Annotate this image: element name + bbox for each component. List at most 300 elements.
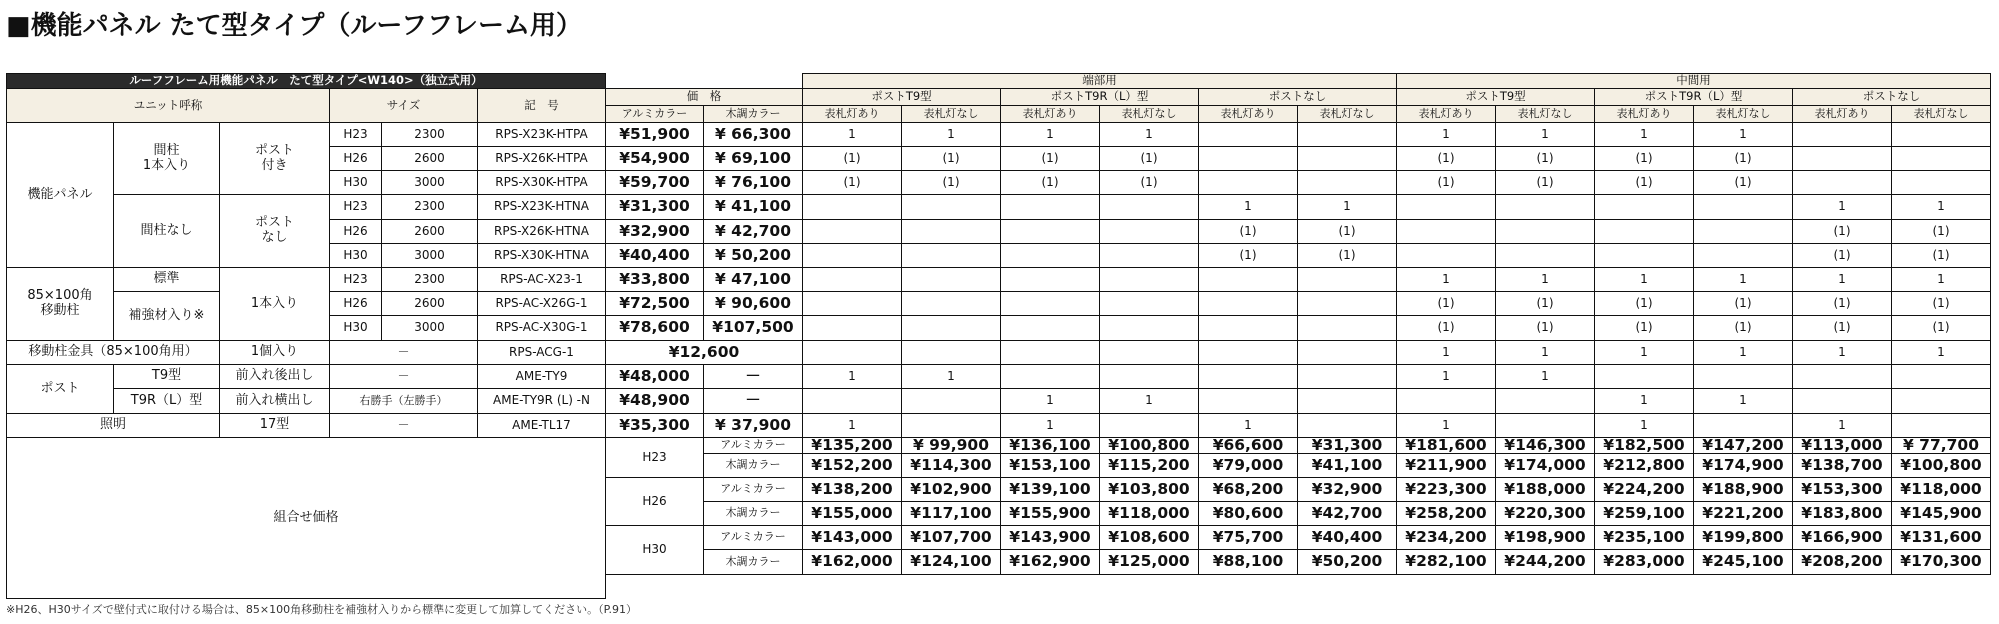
qty-cell [1297, 146, 1397, 171]
combo-price: ¥183,800 [1792, 501, 1892, 526]
qty-cell [1099, 413, 1199, 438]
combo-price: ¥79,000 [1198, 453, 1298, 478]
qty-cell [1099, 194, 1199, 220]
price-wood: － [703, 364, 803, 389]
qty-cell [1792, 146, 1892, 171]
post-type-header: ポストなし [1198, 88, 1397, 106]
lamp-header: 表札灯あり [1396, 105, 1496, 123]
size-h: H23 [329, 267, 382, 292]
combo-price: ¥212,800 [1594, 453, 1694, 478]
price-wood: ¥ 42,700 [703, 219, 803, 244]
price-alumi: ¥33,800 [605, 267, 704, 292]
lamp-header: 表札灯あり [802, 105, 902, 123]
product-code: RPS-ACG-1 [477, 340, 606, 365]
qty-cell [1198, 364, 1298, 389]
size-dash: － [329, 340, 478, 365]
combo-price: ¥41,100 [1297, 453, 1397, 478]
qty-cell [1594, 243, 1694, 268]
qty-cell: (1) [1000, 146, 1100, 171]
product-code: RPS-X30K-HTNA [477, 243, 606, 268]
qty-cell: 1 [802, 364, 902, 389]
qty-cell: (1) [1396, 170, 1496, 195]
price-alumi: ¥12,600 [605, 340, 803, 365]
qty-cell [802, 388, 902, 414]
qty-cell: 1 [1000, 413, 1100, 438]
qty-cell: (1) [1594, 291, 1694, 316]
qty-cell [1198, 122, 1298, 147]
combo-price: ¥162,900 [1000, 549, 1100, 575]
qty-cell [1396, 219, 1496, 244]
post-type-header: ポストT9型 [1396, 88, 1595, 106]
qty-cell [901, 267, 1001, 292]
qty-cell [802, 194, 902, 220]
combo-price: ¥100,800 [1891, 453, 1991, 478]
qty-cell [1891, 413, 1991, 438]
qty-cell [1297, 267, 1397, 292]
combo-price: ¥100,800 [1099, 437, 1199, 454]
combo-price: ¥182,500 [1594, 437, 1694, 454]
qty-cell [1495, 219, 1595, 244]
combo-price: ¥118,000 [1891, 477, 1991, 502]
combo-price: ¥221,200 [1693, 501, 1793, 526]
price-alumi: ¥35,300 [605, 413, 704, 438]
qty-cell: (1) [1198, 243, 1298, 268]
size-mm: 2300 [381, 267, 478, 292]
lamp-header: 表札灯なし [1495, 105, 1595, 123]
qty-cell: (1) [1693, 170, 1793, 195]
qty-cell: (1) [1099, 146, 1199, 171]
combo-price: ¥188,900 [1693, 477, 1793, 502]
price-wood: ¥ 37,900 [703, 413, 803, 438]
combo-price: ¥124,100 [901, 549, 1001, 575]
combo-price: ¥211,900 [1396, 453, 1496, 478]
product-code: AME-TY9 [477, 364, 606, 389]
combo-price: ¥155,000 [802, 501, 902, 526]
size-mm: 3000 [381, 243, 478, 268]
qty-cell: (1) [1198, 219, 1298, 244]
combo-color: アルミカラー [703, 525, 803, 550]
qty-cell [1891, 364, 1991, 389]
combo-price: ¥138,200 [802, 477, 902, 502]
size-h: H30 [329, 170, 382, 195]
qty-cell: (1) [1693, 315, 1793, 341]
product-code: RPS-X26K-HTPA [477, 146, 606, 171]
combo-price: ¥135,200 [802, 437, 902, 454]
label-t9: T9型 [113, 364, 220, 389]
price-alumi: ¥48,900 [605, 388, 704, 414]
qty-cell [1495, 194, 1595, 220]
combo-size: H30 [605, 525, 704, 575]
qty-cell [1693, 219, 1793, 244]
qty-cell [1396, 243, 1496, 268]
qty-cell [1792, 170, 1892, 195]
qty-cell: 1 [1594, 340, 1694, 365]
qty-cell [1000, 219, 1100, 244]
header-wood: 木調カラー [703, 105, 803, 123]
price-wood: ¥ 50,200 [703, 243, 803, 268]
qty-cell: 1 [1891, 340, 1991, 365]
qty-cell: 1 [901, 364, 1001, 389]
qty-cell: (1) [1891, 315, 1991, 341]
qty-cell: 1 [1099, 388, 1199, 414]
qty-cell [802, 267, 902, 292]
label-maeire-ushiro: 前入れ後出し [219, 364, 330, 389]
qty-cell [802, 243, 902, 268]
qty-cell: (1) [1000, 170, 1100, 195]
combo-price: ¥40,400 [1297, 525, 1397, 550]
qty-cell [1297, 291, 1397, 316]
qty-cell: (1) [1297, 219, 1397, 244]
combo-price: ¥68,200 [1198, 477, 1298, 502]
combo-price: ¥245,100 [1693, 549, 1793, 575]
qty-cell [901, 388, 1001, 414]
qty-cell [1000, 194, 1100, 220]
combo-price: ¥108,600 [1099, 525, 1199, 550]
qty-cell: (1) [1099, 170, 1199, 195]
qty-cell [901, 219, 1001, 244]
header-alumi: アルミカラー [605, 105, 704, 123]
price-wood: ¥ 47,100 [703, 267, 803, 292]
combo-price: ¥152,200 [802, 453, 902, 478]
combo-price: ¥75,700 [1198, 525, 1298, 550]
combo-price: ¥107,700 [901, 525, 1001, 550]
qty-cell [1297, 388, 1397, 414]
qty-cell [1099, 315, 1199, 341]
qty-cell: (1) [1792, 243, 1892, 268]
price-alumi: ¥51,900 [605, 122, 704, 147]
price-alumi: ¥59,700 [605, 170, 704, 195]
size-h: H30 [329, 243, 382, 268]
qty-cell [1000, 340, 1100, 365]
qty-cell: (1) [1792, 291, 1892, 316]
label-kanagu: 移動柱金具（85×100角用） [6, 340, 220, 365]
combo-price: ¥115,200 [1099, 453, 1199, 478]
combo-price: ¥118,000 [1099, 501, 1199, 526]
qty-cell: (1) [1495, 146, 1595, 171]
price-alumi: ¥40,400 [605, 243, 704, 268]
price-wood: ¥ 76,100 [703, 170, 803, 195]
qty-cell [1396, 388, 1496, 414]
qty-cell [1198, 291, 1298, 316]
size-h: H23 [329, 194, 382, 220]
size-h: H26 [329, 219, 382, 244]
size-mm: 2600 [381, 291, 478, 316]
header-unit: ユニット呼称 [6, 88, 330, 123]
qty-cell [1297, 170, 1397, 195]
price-alumi: ¥78,600 [605, 315, 704, 341]
qty-cell: (1) [901, 146, 1001, 171]
combo-color: 木調カラー [703, 501, 803, 526]
qty-cell: (1) [1495, 170, 1595, 195]
table-caption: ルーフフレーム用機能パネル たて型タイプ<W140>（独立式用） [6, 73, 606, 89]
price-wood: ¥ 69,100 [703, 146, 803, 171]
combo-price: ¥282,100 [1396, 549, 1496, 575]
qty-cell: 1 [802, 413, 902, 438]
label-hokyou: 補強材入り※ [113, 291, 220, 341]
qty-cell: 1 [1693, 267, 1793, 292]
qty-cell [901, 243, 1001, 268]
qty-cell: (1) [1396, 315, 1496, 341]
qty-cell: 1 [1693, 388, 1793, 414]
label-t9r: T9R（L）型 [113, 388, 220, 414]
size-h: H26 [329, 146, 382, 171]
qty-cell [1693, 194, 1793, 220]
qty-cell: 1 [1297, 194, 1397, 220]
combo-price: ¥143,900 [1000, 525, 1100, 550]
label-maeire-yoko: 前入れ横出し [219, 388, 330, 414]
qty-cell [1297, 122, 1397, 147]
price-alumi: ¥31,300 [605, 194, 704, 220]
qty-cell [1000, 291, 1100, 316]
label-type17: 17型 [219, 413, 330, 438]
label-mabashira-ari: 間柱 1本入り [113, 122, 220, 195]
price-table [6, 73, 1990, 598]
qty-cell [1891, 170, 1991, 195]
qty-cell: (1) [1594, 170, 1694, 195]
lamp-header: 表札灯なし [1693, 105, 1793, 123]
label-idouchu: 85×100角 移動柱 [6, 267, 114, 341]
page-title: ■機能パネル たて型タイプ（ルーフフレーム用） [6, 11, 582, 41]
label-shoumei: 照明 [6, 413, 220, 438]
qty-cell [1297, 413, 1397, 438]
qty-cell [1891, 388, 1991, 414]
label-ippon: 1本入り [219, 267, 330, 341]
label-ikko: 1個入り [219, 340, 330, 365]
qty-cell: (1) [1693, 291, 1793, 316]
qty-cell [1396, 194, 1496, 220]
qty-cell [1198, 267, 1298, 292]
qty-cell: 1 [1396, 267, 1496, 292]
qty-cell [1594, 219, 1694, 244]
qty-cell [1099, 364, 1199, 389]
post-type-header: ポストT9型 [802, 88, 1001, 106]
qty-cell [1000, 364, 1100, 389]
qty-cell [1000, 315, 1100, 341]
combo-price: ¥162,000 [802, 549, 902, 575]
qty-cell: 1 [1396, 122, 1496, 147]
qty-cell: 1 [1396, 364, 1496, 389]
qty-cell [1000, 267, 1100, 292]
combo-price: ¥102,900 [901, 477, 1001, 502]
lamp-header: 表札灯あり [1792, 105, 1892, 123]
size-mm: 3000 [381, 315, 478, 341]
qty-cell: 1 [1000, 388, 1100, 414]
qty-cell [802, 219, 902, 244]
label-hyoujun: 標準 [113, 267, 220, 292]
qty-cell [1693, 364, 1793, 389]
combo-price: ¥42,700 [1297, 501, 1397, 526]
qty-cell: (1) [1396, 146, 1496, 171]
qty-cell: 1 [1891, 194, 1991, 220]
combo-size: H26 [605, 477, 704, 526]
combo-price: ¥170,300 [1891, 549, 1991, 575]
qty-cell [802, 315, 902, 341]
combo-price: ¥146,300 [1495, 437, 1595, 454]
qty-cell [1099, 243, 1199, 268]
qty-cell [1792, 388, 1892, 414]
product-code: AME-TL17 [477, 413, 606, 438]
size-kikite: 右勝手（左勝手） [329, 388, 478, 414]
qty-cell: (1) [802, 146, 902, 171]
size-dash: － [329, 413, 478, 438]
qty-cell: (1) [1495, 315, 1595, 341]
qty-cell: (1) [1594, 146, 1694, 171]
combo-price: ¥220,300 [1495, 501, 1595, 526]
qty-cell [1297, 315, 1397, 341]
label-post-nashi: ポスト なし [219, 194, 330, 268]
group-header-mid: 中間用 [1396, 73, 1991, 89]
combo-price: ¥181,600 [1396, 437, 1496, 454]
combo-price: ¥131,600 [1891, 525, 1991, 550]
combo-price: ¥145,900 [1891, 501, 1991, 526]
qty-cell: 1 [901, 122, 1001, 147]
qty-cell: 1 [1594, 388, 1694, 414]
qty-cell: 1 [1099, 122, 1199, 147]
qty-cell: 1 [1000, 122, 1100, 147]
label-post-tsuki: ポスト 付き [219, 122, 330, 195]
qty-cell: 1 [1891, 267, 1991, 292]
qty-cell [1198, 340, 1298, 365]
combo-price: ¥103,800 [1099, 477, 1199, 502]
price-wood: ¥ 90,600 [703, 291, 803, 316]
qty-cell: 1 [1396, 340, 1496, 365]
combo-price: ¥153,300 [1792, 477, 1892, 502]
combo-price: ¥ 77,700 [1891, 437, 1991, 454]
qty-cell: 1 [1792, 413, 1892, 438]
qty-cell [1198, 146, 1298, 171]
price-wood: ¥ 41,100 [703, 194, 803, 220]
price-wood: ¥ 66,300 [703, 122, 803, 147]
product-code: RPS-X23K-HTNA [477, 194, 606, 220]
qty-cell [1198, 315, 1298, 341]
label-kinou-panel: 機能パネル [6, 122, 114, 268]
price-alumi: ¥32,900 [605, 219, 704, 244]
post-type-header: ポストT9R（L）型 [1594, 88, 1793, 106]
qty-cell [1495, 388, 1595, 414]
product-code: RPS-AC-X23-1 [477, 267, 606, 292]
combo-price: ¥153,100 [1000, 453, 1100, 478]
post-type-header: ポストなし [1792, 88, 1991, 106]
combo-size: H23 [605, 437, 704, 478]
lamp-header: 表札灯あり [1594, 105, 1694, 123]
combo-price: ¥174,000 [1495, 453, 1595, 478]
combo-color: 木調カラー [703, 453, 803, 478]
combo-price: ¥147,200 [1693, 437, 1793, 454]
qty-cell: 1 [802, 122, 902, 147]
label-mabashira-nashi: 間柱なし [113, 194, 220, 268]
qty-cell: (1) [802, 170, 902, 195]
combo-price: ¥166,900 [1792, 525, 1892, 550]
combo-price: ¥32,900 [1297, 477, 1397, 502]
qty-cell: (1) [1891, 243, 1991, 268]
combo-price: ¥80,600 [1198, 501, 1298, 526]
combo-price: ¥31,300 [1297, 437, 1397, 454]
combo-color: アルミカラー [703, 437, 803, 454]
qty-cell [802, 291, 902, 316]
header-code: 記 号 [477, 88, 606, 123]
price-alumi: ¥54,900 [605, 146, 704, 171]
combo-price: ¥208,200 [1792, 549, 1892, 575]
combo-price: ¥283,000 [1594, 549, 1694, 575]
combo-price: ¥50,200 [1297, 549, 1397, 575]
size-h: H23 [329, 122, 382, 147]
combo-price: ¥199,800 [1693, 525, 1793, 550]
qty-cell: (1) [1792, 219, 1892, 244]
qty-cell: 1 [1594, 413, 1694, 438]
qty-cell: 1 [1792, 267, 1892, 292]
qty-cell: 1 [1693, 340, 1793, 365]
qty-cell [901, 413, 1001, 438]
size-mm: 3000 [381, 170, 478, 195]
combo-price: ¥117,100 [901, 501, 1001, 526]
lamp-header: 表札灯なし [1891, 105, 1991, 123]
combo-color: アルミカラー [703, 477, 803, 502]
lamp-header: 表札灯あり [1000, 105, 1100, 123]
combo-price: ¥138,700 [1792, 453, 1892, 478]
qty-cell: (1) [1297, 243, 1397, 268]
qty-cell [1297, 364, 1397, 389]
qty-cell: 1 [1792, 340, 1892, 365]
combo-price: ¥235,100 [1594, 525, 1694, 550]
lamp-header: 表札灯なし [1297, 105, 1397, 123]
qty-cell: 1 [1495, 364, 1595, 389]
label-kumiawase: 組合せ価格 [6, 437, 606, 599]
product-code: RPS-X26K-HTNA [477, 219, 606, 244]
combo-price: ¥188,000 [1495, 477, 1595, 502]
combo-price: ¥223,300 [1396, 477, 1496, 502]
qty-cell [901, 194, 1001, 220]
combo-price: ¥234,200 [1396, 525, 1496, 550]
qty-cell [1792, 122, 1892, 147]
qty-cell [802, 340, 902, 365]
qty-cell: (1) [1693, 146, 1793, 171]
qty-cell: 1 [1594, 267, 1694, 292]
qty-cell [1693, 413, 1793, 438]
combo-price: ¥174,900 [1693, 453, 1793, 478]
qty-cell: 1 [1693, 122, 1793, 147]
post-type-header: ポストT9R（L）型 [1000, 88, 1199, 106]
qty-cell [1099, 291, 1199, 316]
combo-price: ¥113,000 [1792, 437, 1892, 454]
qty-cell: (1) [1495, 291, 1595, 316]
qty-cell: (1) [1594, 315, 1694, 341]
qty-cell: 1 [1792, 194, 1892, 220]
qty-cell: 1 [1396, 413, 1496, 438]
lamp-header: 表札灯なし [1099, 105, 1199, 123]
qty-cell [1099, 340, 1199, 365]
lamp-header: 表札灯なし [901, 105, 1001, 123]
size-mm: 2600 [381, 219, 478, 244]
qty-cell: 1 [1495, 267, 1595, 292]
combo-price: ¥139,100 [1000, 477, 1100, 502]
combo-price: ¥258,200 [1396, 501, 1496, 526]
qty-cell: (1) [901, 170, 1001, 195]
combo-price: ¥136,100 [1000, 437, 1100, 454]
combo-price: ¥198,900 [1495, 525, 1595, 550]
header-size: サイズ [329, 88, 478, 123]
combo-price: ¥114,300 [901, 453, 1001, 478]
qty-cell [1099, 219, 1199, 244]
size-mm: 2300 [381, 122, 478, 147]
qty-cell [1099, 267, 1199, 292]
size-h: H30 [329, 315, 382, 341]
qty-cell [901, 291, 1001, 316]
combo-price: ¥259,100 [1594, 501, 1694, 526]
combo-price: ¥155,900 [1000, 501, 1100, 526]
product-code: RPS-AC-X26G-1 [477, 291, 606, 316]
qty-cell [901, 315, 1001, 341]
product-code: RPS-X30K-HTPA [477, 170, 606, 195]
